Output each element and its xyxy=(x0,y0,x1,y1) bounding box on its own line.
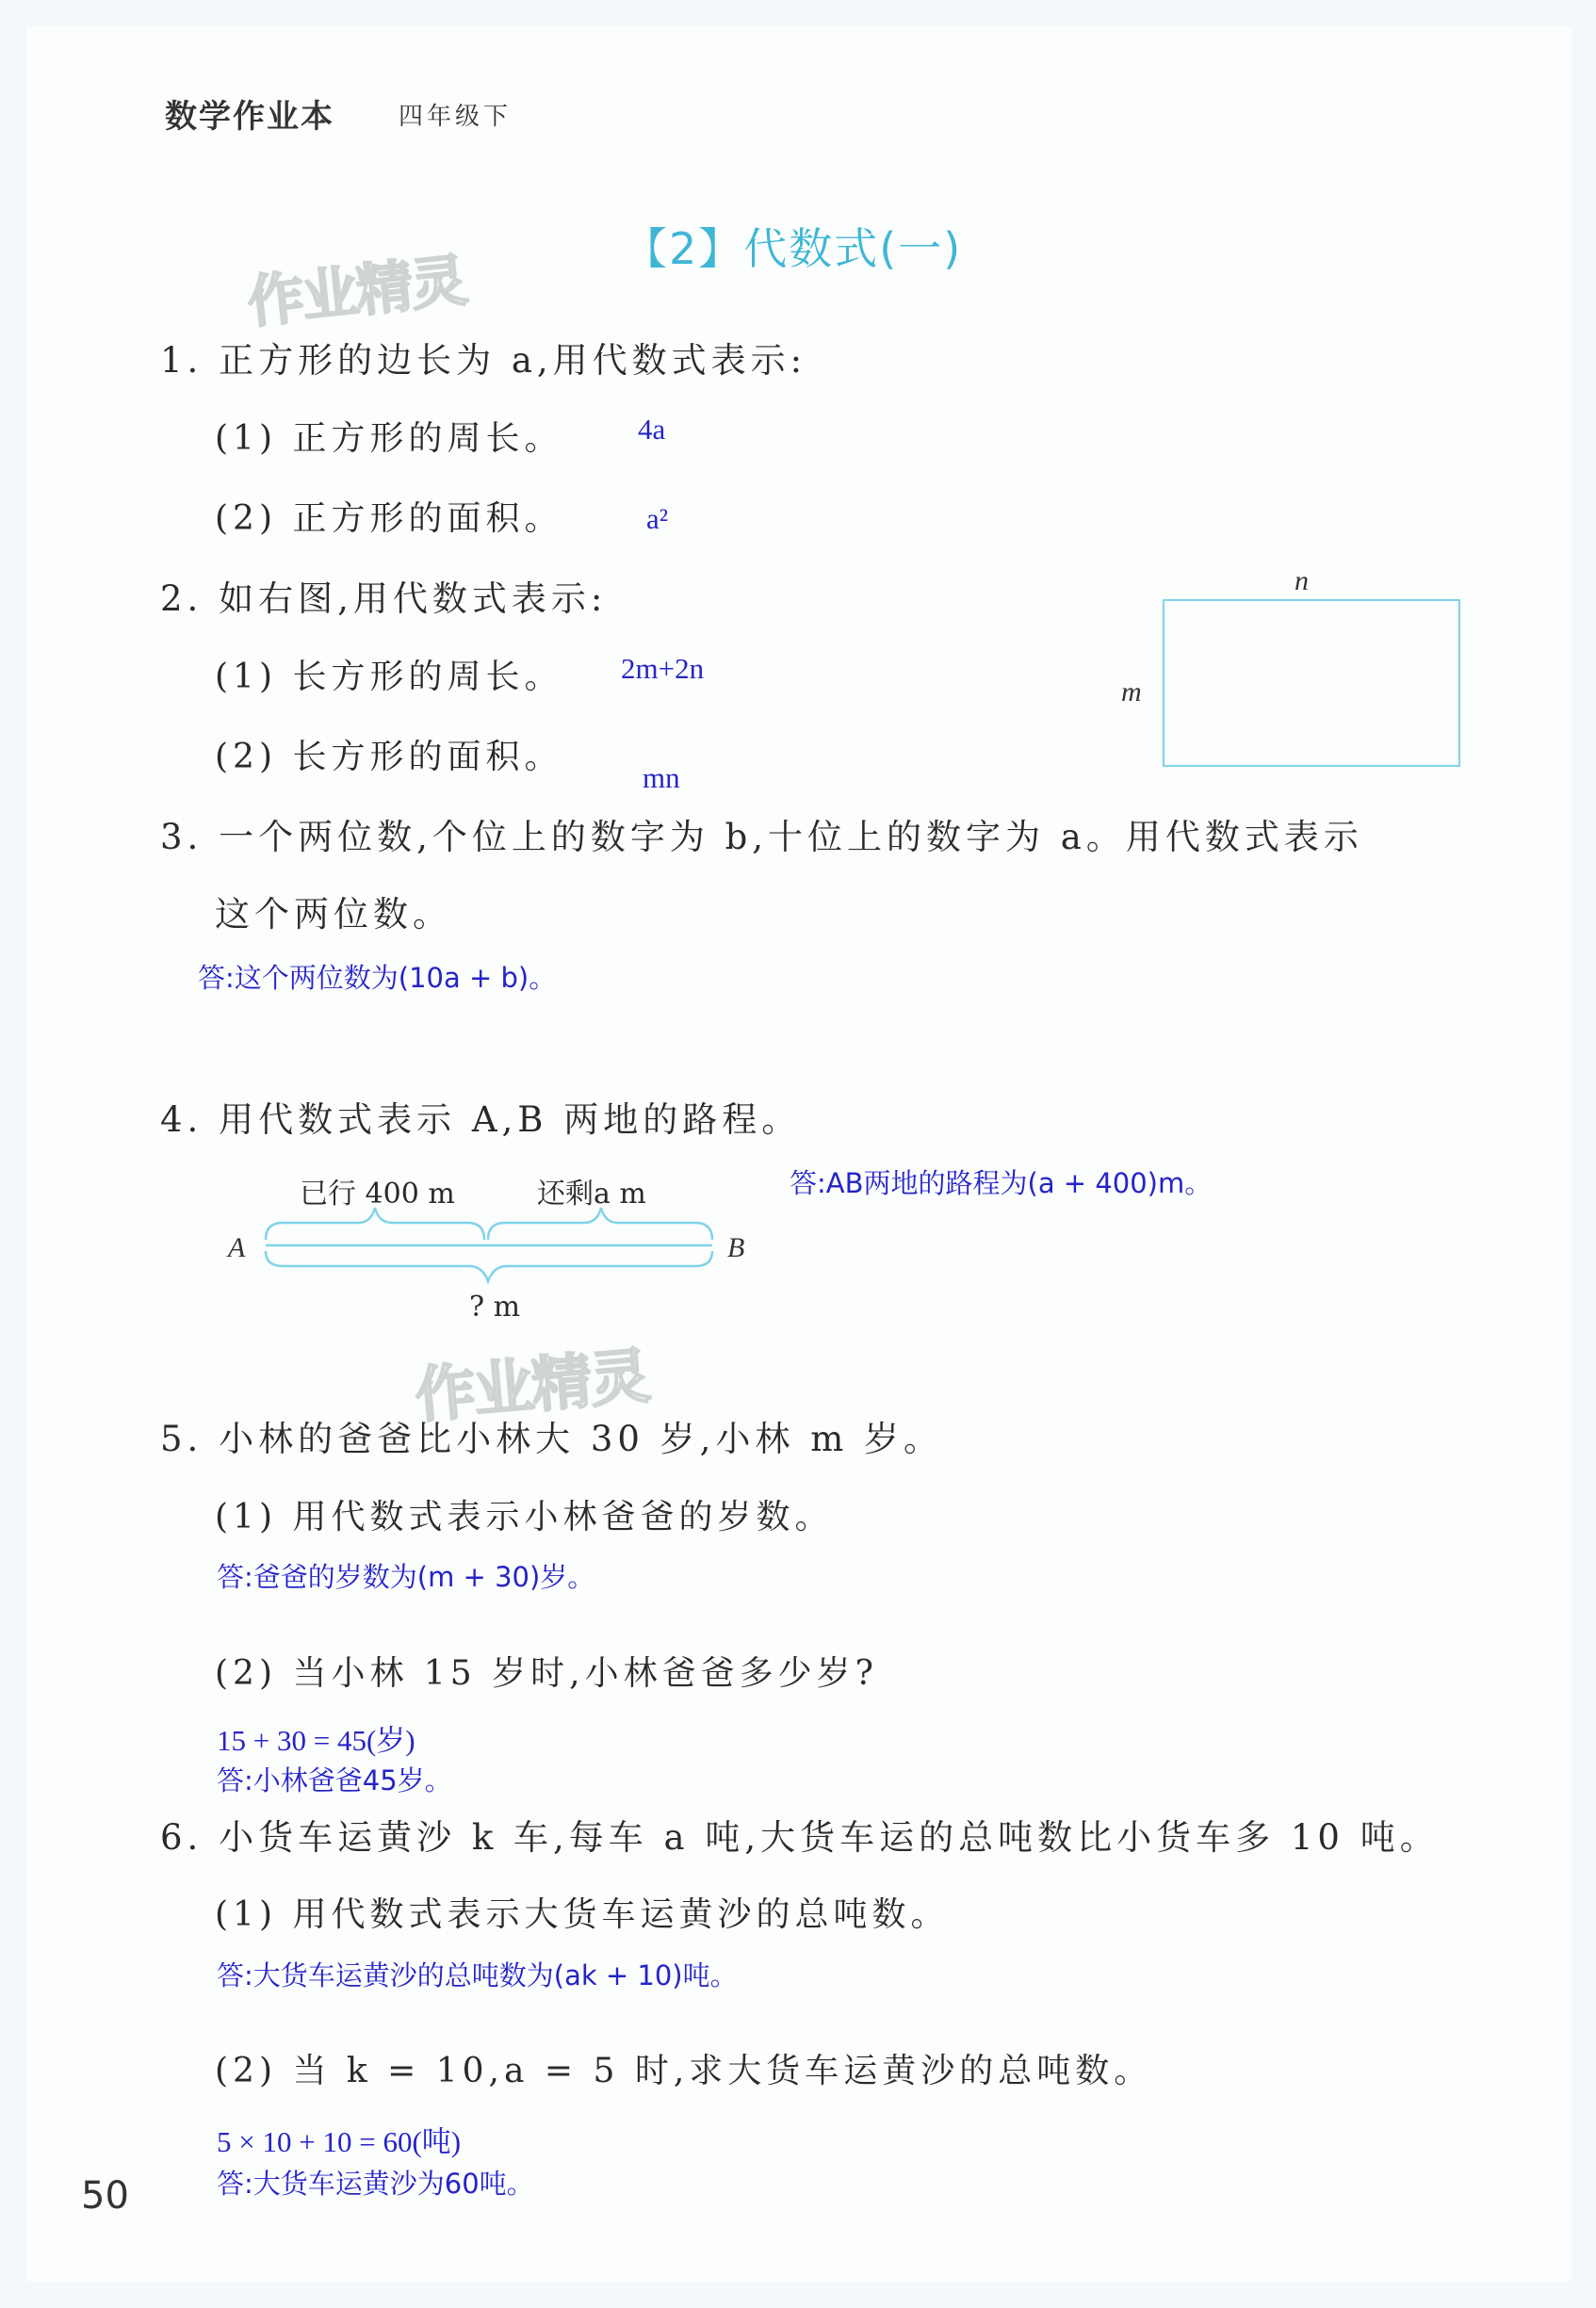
q2-part1-answer: 2m+2n xyxy=(621,652,705,685)
watermark-middle: 作业精灵 xyxy=(412,1341,652,1432)
q4-label-total: ? m xyxy=(469,1291,521,1324)
q4-label-left: 还剩a m xyxy=(537,1178,646,1211)
q6-part1-answer: 答:大货车运黄沙的总吨数为(ak + 10)吨。 xyxy=(217,1959,738,1991)
q6-part2-calc: 5 × 10 + 10 = 60(吨) xyxy=(217,2125,462,2158)
section-title: 【2】代数式(一) xyxy=(624,223,963,274)
q4-point-b: B xyxy=(727,1232,745,1263)
q4-label-done: 已行 400 m xyxy=(300,1178,455,1211)
rect-label-m: m xyxy=(1121,676,1142,707)
q4-point-a: A xyxy=(228,1232,246,1263)
page-number: 50 xyxy=(81,2174,129,2218)
q5-part2-answer: 答:小林爸爸45岁。 xyxy=(217,1764,452,1796)
q4-stem: 4. 用代数式表示 A,B 两地的路程。 xyxy=(160,1099,802,1140)
q5-stem: 5. 小林的爸爸比小林大 30 岁,小林 m 岁。 xyxy=(160,1419,944,1459)
q2-part2: (2) 长方形的面积。 xyxy=(215,738,563,776)
rectangle-figure xyxy=(1163,599,1460,767)
q1-part1: (1) 正方形的周长。 xyxy=(215,419,563,458)
q1-part1-answer: 4a xyxy=(638,413,666,446)
q2-part2-answer: mn xyxy=(643,761,680,794)
watermark-top: 作业精灵 xyxy=(244,248,469,336)
q3-answer: 答:这个两位数为(10a + b)。 xyxy=(198,962,557,994)
q3-stem-line1: 3. 一个两位数,个位上的数字为 b,十位上的数字为 a。用代数式表示 xyxy=(160,817,1363,857)
q2-part1: (1) 长方形的周长。 xyxy=(215,658,563,696)
q1-stem: 1. 正方形的边长为 a,用代数式表示: xyxy=(160,340,807,381)
q5-part1-answer: 答:爸爸的岁数为(m + 30)岁。 xyxy=(217,1561,595,1593)
book-title: 数学作业本 xyxy=(165,98,334,136)
q5-part2: (2) 当小林 15 岁时,小林爸爸多少岁? xyxy=(215,1654,878,1693)
q6-part2: (2) 当 k = 10,a = 5 时,求大货车运黄沙的总吨数。 xyxy=(215,2052,1153,2090)
grade-label: 四年级下 xyxy=(399,103,513,131)
q3-stem-line2: 这个两位数。 xyxy=(215,894,452,935)
q2-stem: 2. 如右图,用代数式表示: xyxy=(160,578,608,619)
rect-label-n: n xyxy=(1295,565,1309,596)
q6-part2-answer: 答:大货车运黄沙为60吨。 xyxy=(217,2168,534,2200)
q6-stem: 6. 小货车运黄沙 k 车,每车 a 吨,大货车运的总吨数比小货车多 10 吨。 xyxy=(160,1817,1440,1858)
q6-part1: (1) 用代数式表示大货车运黄沙的总吨数。 xyxy=(215,1895,950,1934)
q5-part2-calc: 15 + 30 = 45(岁) xyxy=(217,1724,415,1757)
q4-answer: 答:AB两地的路程为(a + 400)m。 xyxy=(790,1167,1213,1199)
segment-brace-diagram xyxy=(254,1195,725,1289)
q1-part2: (2) 正方形的面积。 xyxy=(215,499,563,538)
q5-part1: (1) 用代数式表示小林爸爸的岁数。 xyxy=(215,1498,834,1536)
q1-part2-answer: a² xyxy=(646,502,669,535)
